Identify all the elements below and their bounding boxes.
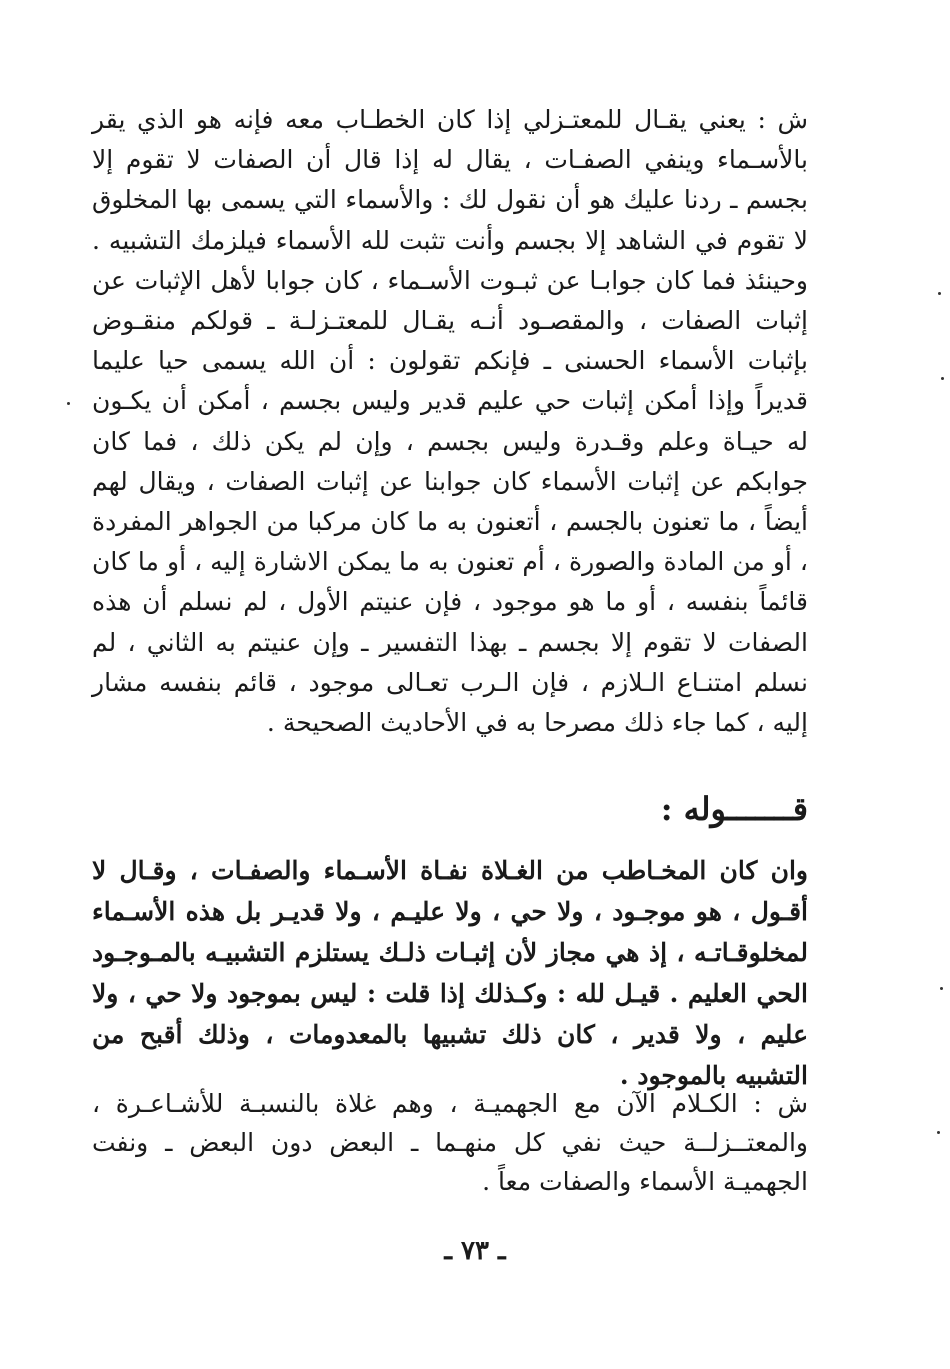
commentary-paragraph-2: ش : الكـلام الآن مع الجهميـة ، وهم غلاة بالنسبـة للأشـاعـرة ، والمعتــزلــة حيث نفي كل منهـما ـ البعض دون البعض ـ ونفت الجهميـة الأسماء والصفات معاً . <box>92 1089 808 1196</box>
scan-speck-mark <box>940 987 943 990</box>
scan-speck-mark <box>938 292 941 295</box>
scan-speck-mark <box>941 377 944 380</box>
scan-speck-mark <box>937 1131 940 1134</box>
section-heading: قـــــــوله : <box>660 790 808 828</box>
commentary-paragraph-1: ش : يعني يقـال للمعتـزلي إذا كان الخطـاب معه فإنه هو الذي يقر بالأسـماء وينفي الصفـات ، يقال له إذا قال أن الصفات لا تقوم إلا بجسم ـ ردنا عليك هو أن نقول لك : والأسماء التي يسمى بها المخلوق لا تقوم في الشاهد إلا بجسم وأنت تثبت لله الأسماء فيلزمك التشبيه . وحينئذ فما كان جوابـا عن ثبـوت الأسـماء ، كان جوابا لأهل الإثبات عن إثبات الصفات ، والمقصـود أنـه يقـال للمعتـزلـة ـ قولكم منقـوض بإثبات الأسماء الحسنى ـ فإنكم تقولون : أن الله يسمى حيا عليما قديراً وإذا أمكن إثبات حي عليم قدير وليس بجسم ، أمكن أن يكـون له حيـاة وعلم وقـدرة وليس بجسم ، وإن لم يكن ذلك ، فما كان جوابكم عن إثبات الأسماء كان جوابنا عن إثبات الصفات ، ويقال لهم أيضاً ، ما تعنون بالجسم ، أتعنون به ما كان مركبا من الجواهر المفردة ، أو من المادة والصورة ، أم تعنون به ما يمكن الاشارة إليه ، أو ما كان قائماً بنفسه ، أو ما هو موجود ، فإن عنيتم الأول ، لم نسلم أن هذه الصفات لا تقوم إلا بجسم ـ بهذا التفسير ـ وإن عنيتم به الثاني ، لم نسلم امتنـاع الـلازم ، فإن الـرب تعـالى موجود ، قائم بنفسه مشار إليه ، كما جاء ذلك مصرحا به في الأحاديث الصحيحة . <box>92 105 808 738</box>
page-number: ـ ٧٣ ـ <box>444 1236 506 1266</box>
scan-speck-mark <box>67 402 70 405</box>
quoted-text-paragraph: وان كان المخـاطب من الغـلاة نفـاة الأسـماء والصفـات ، وقـال لا أقـول ، هو موجـود ، ولا حي ، ولا عليـم ، ولا قديـر بل هذه الأسـماء لمخلوقـاتـه ، إذ هي مجاز لأن إثبـات ذلـك يستلزم التشبيـه بالمـوجـود الحي العليم . قيـل لله : وكـذلك إذا قلت : ليس بموجود ولا حي ، ولا عليم ، ولا قدير ، كان ذلك تشبيها بالمعدومات ، وذلك أقبح من التشبيه بالموجود . <box>92 856 808 1090</box>
